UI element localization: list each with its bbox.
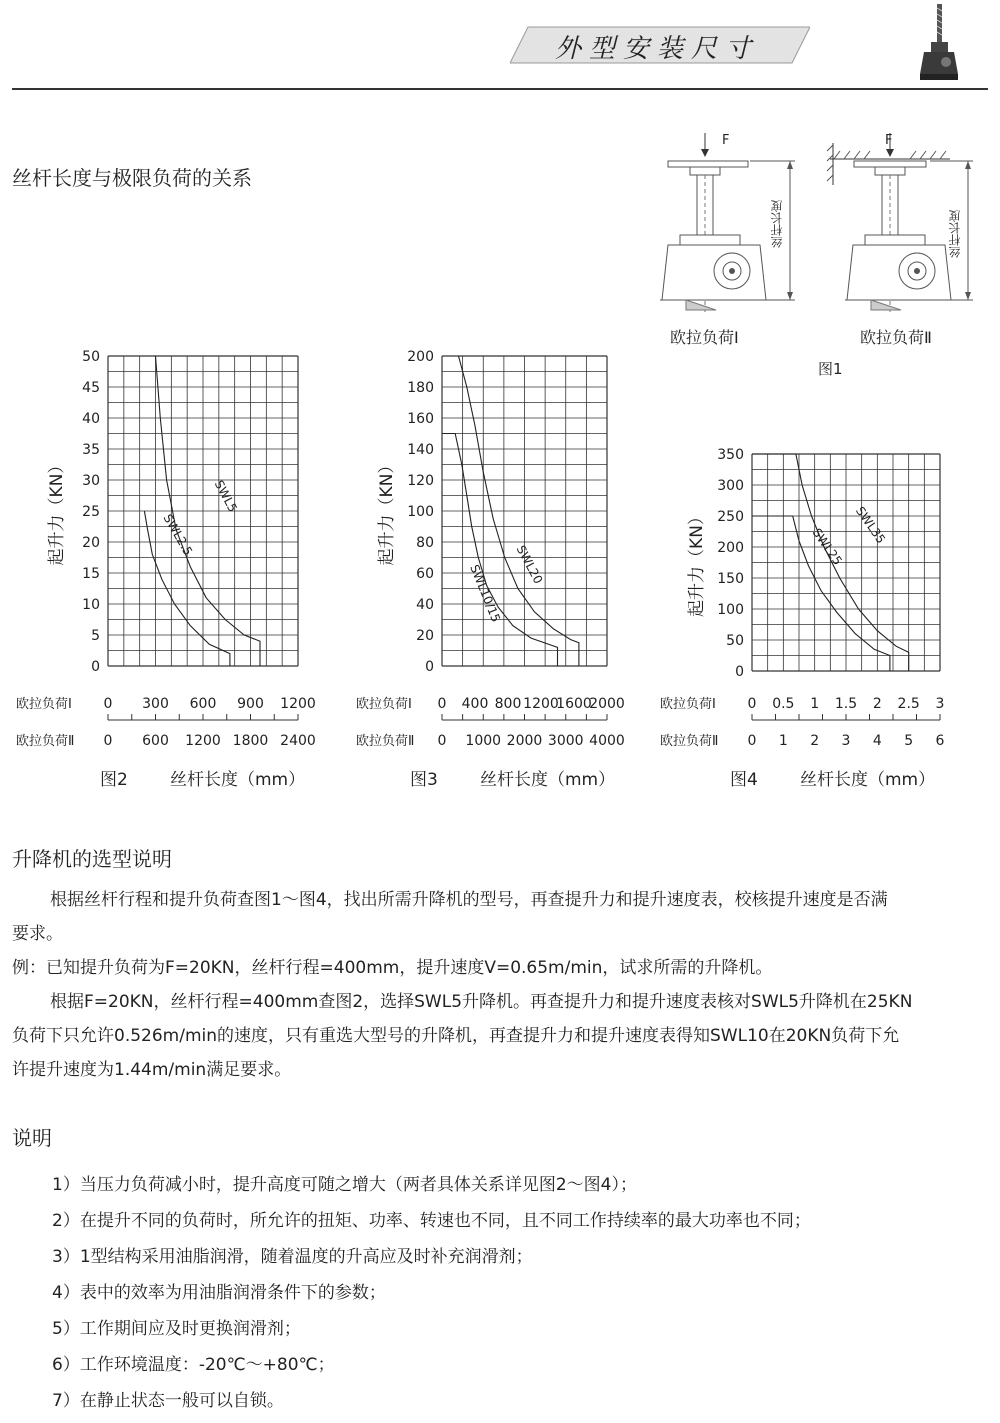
y-tick-label: 120	[407, 473, 434, 489]
x-tick-label: 2000	[506, 733, 543, 749]
x-tick-label: 2000	[589, 696, 625, 712]
x-tick-label: 2400	[280, 733, 316, 749]
x-axis-label: 丝杆长度（mm）	[480, 770, 616, 790]
x-tick-label: 1	[778, 733, 788, 749]
y-axis-label: 起升力（KN）	[47, 456, 67, 566]
y-tick-label: 0	[91, 659, 100, 675]
figure1-diagram	[650, 125, 995, 330]
y-tick-label: 40	[416, 597, 434, 613]
figure1-force-label-1: F	[722, 133, 730, 148]
x-tick-label: 1.5	[834, 696, 858, 712]
selection-line: 要求。	[12, 924, 63, 944]
x-tick-label: 1600	[556, 696, 592, 712]
figure1-length-label-1: 丝杆长度	[770, 200, 784, 248]
header-title: 外型安装尺寸	[555, 34, 760, 64]
x-tick-label: 2	[872, 696, 882, 712]
y-tick-label: 80	[416, 535, 434, 551]
note-item: 3）1型结构采用油脂润滑，随着温度的升高应及时补充润滑剂；	[52, 1247, 533, 1267]
figure1-case1-label: 欧拉负荷Ⅰ	[670, 328, 739, 347]
chart-figure4	[640, 340, 1000, 800]
section-title-notes: 说明	[12, 1126, 52, 1150]
y-tick-label: 0	[735, 664, 744, 680]
y-tick-label: 10	[82, 597, 100, 613]
x-tick-label: 300	[142, 696, 169, 712]
y-tick-label: 30	[82, 473, 100, 489]
header-rule	[12, 88, 988, 90]
note-item: 2）在提升不同的负荷时，所允许的扭矩、功率、转速也不同，且不同工作持续率的最大功率也不同；	[52, 1211, 811, 1231]
section-title-selection: 升降机的选型说明	[12, 847, 172, 871]
selection-line: 例：已知提升负荷为F=20KN，丝杆行程=400mm，提升速度V=0.65m/min，试求所需的升降机。	[12, 958, 773, 978]
y-tick-label: 0	[425, 659, 434, 675]
section-title-length-load: 丝杆长度与极限负荷的关系	[12, 166, 252, 190]
y-tick-label: 300	[717, 478, 744, 494]
y-tick-label: 100	[407, 504, 434, 520]
x-row-label: 欧拉负荷Ⅱ	[16, 734, 75, 749]
y-tick-label: 140	[407, 442, 434, 458]
x-tick-label: 3	[841, 733, 851, 749]
x-tick-label: 0	[103, 733, 113, 749]
figure-caption: 图2	[100, 770, 128, 790]
x-tick-label: 1000	[465, 733, 502, 749]
x-tick-label: 0	[103, 696, 113, 712]
y-tick-label: 5	[91, 628, 100, 644]
x-tick-label: 1200	[523, 696, 559, 712]
x-tick-label: 0	[747, 733, 757, 749]
series-label: SWL2.5	[160, 511, 196, 558]
y-tick-label: 50	[82, 349, 100, 365]
series-label: SWL35	[852, 504, 889, 547]
x-tick-label: 4	[872, 733, 882, 749]
x-tick-label: 6	[935, 733, 945, 749]
x-tick-label: 5	[904, 733, 914, 749]
y-tick-label: 150	[717, 571, 744, 587]
y-tick-label: 250	[717, 509, 744, 525]
x-axis-label: 丝杆长度（mm）	[170, 770, 306, 790]
y-tick-label: 160	[407, 411, 434, 427]
y-tick-label: 45	[82, 380, 100, 396]
x-tick-label: 1	[810, 696, 820, 712]
y-tick-label: 100	[717, 602, 744, 618]
selection-line: 许提升速度为1.44m/min满足要求。	[12, 1060, 292, 1080]
x-tick-label: 0.5	[772, 696, 795, 712]
x-tick-label: 600	[142, 733, 169, 749]
x-tick-label: 400	[461, 696, 489, 712]
x-row-label: 欧拉负荷Ⅱ	[660, 734, 719, 749]
figure1-caption: 图1	[818, 360, 843, 378]
x-tick-label: 3	[935, 696, 945, 712]
x-tick-label: 0	[437, 696, 447, 712]
x-tick-label: 3000	[547, 733, 584, 749]
x-tick-label: 800	[494, 696, 522, 712]
y-tick-label: 60	[416, 566, 434, 582]
y-tick-label: 15	[82, 566, 100, 582]
y-tick-label: 200	[407, 349, 434, 365]
selection-paragraph	[12, 883, 992, 1087]
x-tick-label: 2.5	[897, 696, 920, 712]
y-tick-label: 200	[717, 540, 744, 556]
x-row-label: 欧拉负荷Ⅰ	[16, 697, 72, 712]
x-tick-label: 2	[810, 733, 820, 749]
y-axis-label: 起升力（KN）	[377, 456, 397, 566]
x-tick-label: 0	[747, 696, 757, 712]
y-tick-label: 50	[726, 633, 744, 649]
x-row-label: 欧拉负荷Ⅰ	[660, 697, 716, 712]
series-line-swl10-15	[442, 434, 558, 667]
x-tick-label: 1200	[185, 733, 221, 749]
selection-line: 负荷下只允许0.526m/min的速度，只有重选大型号的升降机，再查提升力和提升速度表得知SWL10在20KN负荷下允	[12, 1026, 900, 1046]
x-axis-label: 丝杆长度（mm）	[800, 770, 936, 790]
note-item: 7）在静止状态一般可以自锁。	[52, 1391, 284, 1411]
y-tick-label: 35	[82, 442, 100, 458]
x-row-label: 欧拉负荷Ⅰ	[356, 697, 412, 712]
figure-caption: 图3	[410, 770, 438, 790]
x-tick-label: 1200	[280, 696, 316, 712]
x-row-label: 欧拉负荷Ⅱ	[356, 734, 415, 749]
x-tick-label: 1800	[232, 733, 269, 749]
series-label: SWL20	[513, 543, 546, 587]
chart-figure2	[0, 340, 330, 800]
y-tick-label: 350	[717, 447, 744, 463]
series-label: SWL5	[211, 477, 240, 515]
x-tick-label: 0	[437, 733, 447, 749]
y-tick-label: 180	[407, 380, 434, 396]
series-label: SWL25	[809, 525, 845, 568]
screw-jack-icon	[918, 2, 960, 84]
note-item: 5）工作期间应及时更换润滑剂；	[52, 1319, 301, 1339]
note-item: 1）当压力负荷减小时，提升高度可随之增大（两者具体关系详见图2～图4）；	[52, 1175, 637, 1195]
x-tick-label: 4000	[589, 733, 625, 749]
y-axis-label: 起升力（KN）	[687, 508, 707, 617]
y-tick-label: 40	[82, 411, 100, 427]
selection-line: 根据丝杆行程和提升负荷查图1～图4，找出所需升降机的型号，再查提升力和提升速度表，校核提升速度是否满	[50, 890, 888, 910]
x-tick-label: 900	[237, 696, 264, 712]
selection-line: 根据F=20KN，丝杆行程=400mm查图2，选择SWL5升降机。再查提升力和提升速度表核对SWL5升降机在25KN	[50, 992, 913, 1012]
note-item: 6）工作环境温度：-20℃～+80℃；	[52, 1355, 335, 1375]
y-tick-label: 20	[82, 535, 100, 551]
x-tick-label: 600	[189, 696, 217, 712]
figure1-case2-label: 欧拉负荷Ⅱ	[860, 328, 932, 347]
note-item: 4）表中的效率为用油脂润滑条件下的参数；	[52, 1283, 386, 1303]
y-tick-label: 25	[82, 504, 100, 520]
figure1-force-label-2: F	[885, 133, 893, 148]
y-tick-label: 20	[416, 628, 434, 644]
figure1-length-label-2: 丝杆长度	[948, 210, 962, 258]
chart-figure3	[330, 340, 640, 800]
series-label: SWL10/15	[467, 562, 504, 625]
figure-caption: 图4	[730, 770, 758, 790]
